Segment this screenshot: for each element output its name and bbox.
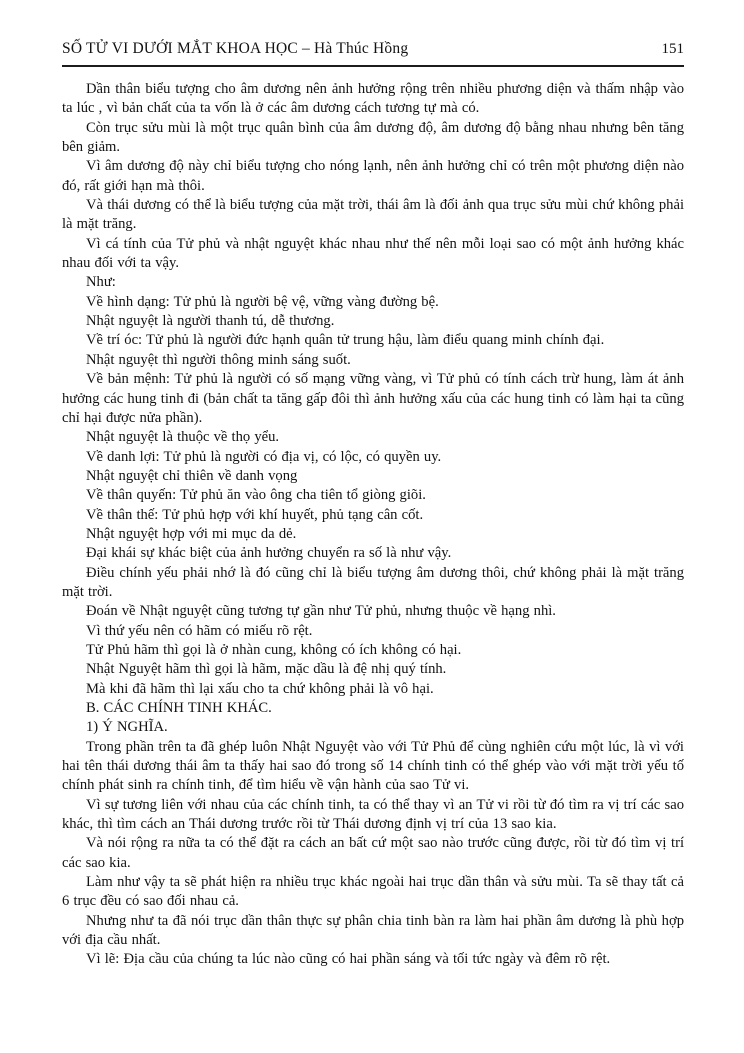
page-number: 151 [661,41,684,57]
paragraph: Nhật nguyệt là thuộc về thọ yểu. [86,429,280,446]
paragraph: Về hình dạng: Tử phủ là người bệ vệ, vững vàng đường bệ. [86,293,439,310]
paragraph: Đoán về Nhật nguyệt cũng tương tự gần như Tử phủ, nhưng thuộc về hạng nhì. [86,603,556,620]
paragraph: Trong phần trên ta đã ghép luôn Nhật Nguyệt vào với Tử Phủ để cùng nghiên cứu một lúc, là vì với hai tên thái dương thái âm ta thấy hai sao đó trong số 14 chính tinh có thể ghép vào với mặt trời yếu tố chính phát sinh ra chính tinh, để tìm hiểu về vận hành của sao Tử vi. [62,738,684,794]
paragraph: Điều chính yếu phải nhớ là đó cũng chỉ là biểu tượng âm dương thôi, chứ không phải là mặt trăng mặt trời. [62,564,684,600]
paragraph: Nhật Nguyệt hãm thì gọi là hãm, mặc dầu là đệ nhị quý tính. [86,661,447,678]
paragraph: Như: [86,274,116,291]
paragraph: Vì âm dương độ này chỉ biểu tượng cho nóng lạnh, nên ảnh hưởng chỉ có trên một phương diện nào đó, rất giới hạn mà thôi. [62,158,684,194]
section-heading: B. CÁC CHÍNH TINH KHÁC. [86,700,272,716]
book-title: SỐ TỬ VI DƯỚI MẮT KHOA HỌC – Hà Thúc Hồng [62,40,409,57]
paragraph: Về thân thế: Tử phủ hợp với khí huyết, phủ tạng cân cốt. [86,506,424,523]
running-header [62,40,684,67]
paragraph: Về thân quyến: Tử phủ ăn vào ông cha tiên tổ giòng giõi. [86,487,426,504]
subsection-heading: 1) Ý NGHĨA. [86,719,168,736]
paragraph: Nhật nguyệt chỉ thiên về danh vọng [86,467,298,484]
paragraph: Vì lẽ: Địa cầu của chúng ta lúc nào cũng có hai phần sáng và tối tức ngày và đêm rõ rệt. [86,951,611,968]
paragraph: Và nói rộng ra nữa ta có thể đặt ra cách an bất cứ một sao nào trước cũng được, rồi từ đó tìm vị trí các sao kia. [62,835,684,871]
paragraph: Nhưng như ta đã nói trục dần thân thực sự phân chia tinh bàn ra làm hai phần âm dương là phù hợp với địa cầu nhất. [62,912,684,949]
paragraph: Đại khái sự khác biệt của ảnh hưởng chuyển ra số là như vậy. [86,545,452,562]
paragraph: Còn trục sửu mùi là một trục quân bình của âm dương độ, âm dương độ bằng nhau nhưng bên tăng bên giảm. [62,119,684,156]
paragraph: Nhật nguyệt hợp với mi mục da dẻ. [86,525,297,542]
paragraph: Về bản mệnh: Tử phủ là người có số mạng vững vàng, vì Tử phủ có tính cách trừ hung, làm át ảnh hưởng các hung tinh đi (bản chất ta tăng gấp đôi thì ảnh hưởng xấu của các hung tinh có làm hại ta cũng chỉ hại được nửa phần). [62,371,684,426]
page-body [62,80,684,970]
paragraph: Tử Phủ hãm thì gọi là ở nhàn cung, không có ích không có hại. [86,641,462,658]
paragraph: Vì sự tương liên với nhau của các chính tinh, ta có thể thay vì an Tử vi rồi từ đó tìm ra vị trí các sao khác, thì tìm cách an Thái dương trước rồi từ Thái dương định vị trí của 13 sao kia. [62,796,684,833]
paragraph: Nhật nguyệt thì người thông minh sáng suốt. [86,351,351,368]
paragraph: Vì cá tính của Tử phủ và nhật nguyệt khác nhau như thế nên mỗi loại sao có một ảnh hưởng khác nhau đối với ta vậy. [62,235,684,272]
paragraph: Làm như vậy ta sẽ phát hiện ra nhiều trục khác ngoài hai trục dần thân và sửu mùi. Ta sẽ thay tất cả 6 trục đều có sao đối nhau cả. [62,874,684,910]
paragraph: Và thái dương có thể là biểu tượng của mặt trời, thái âm là đối ảnh qua trục sửu mùi chứ không phải là mặt trăng. [62,197,684,233]
paragraph: Về trí óc: Tử phủ là người đức hạnh quân tử trung hậu, làm điểu quang minh chính đại. [86,332,605,349]
paragraph: Về danh lợi: Tử phủ là người có địa vị, có lộc, có quyền uy. [86,448,442,465]
paragraph: Nhật nguyệt là người thanh tú, dễ thương. [86,313,335,330]
paragraph: Vì thứ yếu nên có hãm có miếu rõ rệt. [86,622,313,639]
paragraph: Mà khi đã hãm thì lại xấu cho ta chứ không phải là vô hại. [86,680,434,697]
paragraph: Dần thân biểu tượng cho âm dương nên ảnh hưởng rộng trên nhiều phương diện và thấm nhập vào ta lúc , vì bản chất của ta vốn là ở các âm dương cách tương tự mà có. [62,81,684,117]
